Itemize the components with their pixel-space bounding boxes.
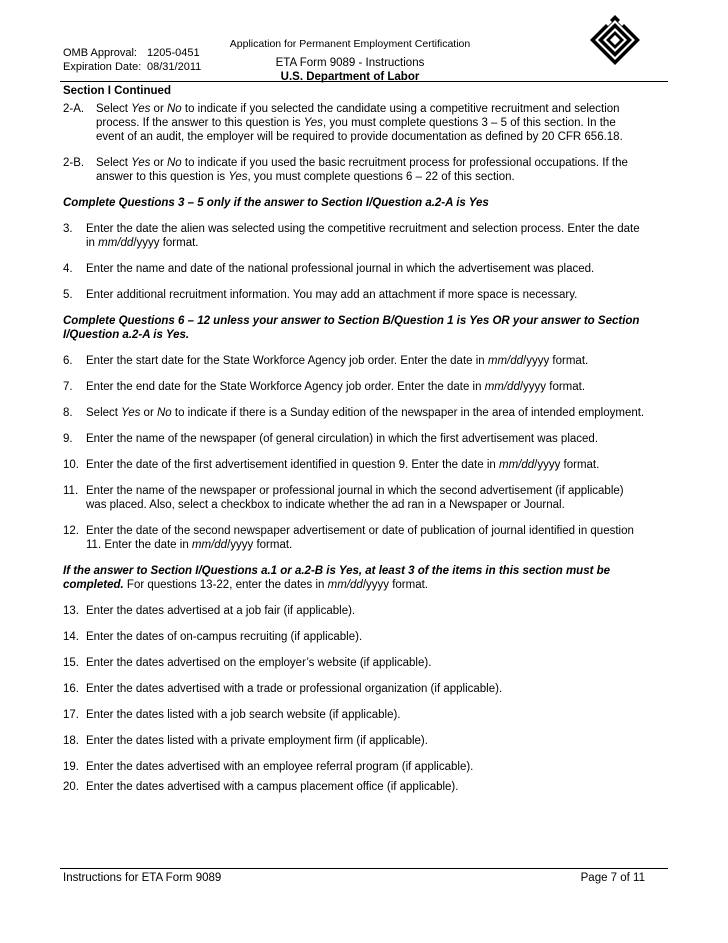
instruction-15: [63, 656, 645, 670]
item-text: Enter the date the alien was selected using the competitive recruitment and selection process. Enter the date in mm/dd/yyyy format.: [86, 223, 640, 249]
instruction-6: [63, 354, 645, 368]
item-text: Select Yes or No to indicate if you used the basic recruitment process for professional occupations. If the answer to this question is Yes, you must complete questions 6 – 22 of this section.: [96, 157, 628, 183]
instruction-3: [63, 222, 645, 250]
item-number: 17.: [63, 709, 79, 721]
instruction-7: [63, 380, 645, 394]
instruction-12: [63, 524, 645, 552]
item-text: Enter additional recruitment information. You may add an attachment if more space is necessary.: [86, 289, 578, 301]
item-number: 20.: [63, 781, 79, 793]
item-text: Enter the dates listed with a job search website (if applicable).: [86, 709, 401, 721]
page-footer: [63, 872, 645, 884]
omb-value: 1205-0451: [147, 47, 200, 59]
item-number: 2-B.: [63, 157, 85, 169]
instruction-10: [63, 458, 645, 472]
instruction-17: [63, 708, 645, 722]
item-text: Enter the dates advertised with a campus placement office (if applicable).: [86, 781, 459, 793]
instruction-14: [63, 630, 645, 644]
item-number: 12.: [63, 525, 79, 537]
item-text: Enter the dates advertised with a trade or professional organization (if applicable).: [86, 683, 503, 695]
item-number: 11.: [63, 485, 79, 497]
footer-title: Instructions for ETA Form 9089: [63, 872, 222, 884]
item-number: 7.: [63, 381, 73, 393]
omb-label: OMB Approval:: [63, 47, 137, 59]
instruction-8: [63, 406, 645, 420]
item-number: 19.: [63, 761, 79, 773]
instruction-5: [63, 288, 645, 302]
item-number: 16.: [63, 683, 79, 695]
item-text: Enter the dates of on-campus recruiting (if applicable).: [86, 631, 363, 643]
instruction-16: [63, 682, 645, 696]
expiration-label: Expiration Date:: [63, 61, 142, 73]
instruction-13: [63, 604, 645, 618]
item-number: 6.: [63, 355, 73, 367]
item-text: Enter the dates listed with a private employment firm (if applicable).: [86, 735, 428, 747]
instruction-9: [63, 432, 645, 446]
item-number: 9.: [63, 433, 73, 445]
omb-info: [63, 46, 201, 74]
item-text: Enter the name of the newspaper (of general circulation) in which the first advertisement was placed.: [86, 433, 599, 445]
application-title: Application for Permanent Employment Certification: [229, 38, 471, 50]
item-text: Enter the end date for the State Workforce Agency job order. Enter the date in mm/dd/yyyy format.: [86, 381, 586, 393]
item-number: 5.: [63, 289, 73, 301]
item-text: Select Yes or No to indicate if there is a Sunday edition of the newspaper in the area of intended employment.: [86, 407, 645, 419]
item-number: 4.: [63, 263, 73, 275]
heading-questions-6-12: Complete Questions 6 – 12 unless your answer to Section B/Question 1 is Yes OR your answer to Section I/Question a.2-A is Yes.: [63, 315, 640, 341]
item-text: Enter the date of the first advertisement identified in question 9. Enter the date in mm/dd/yyyy format.: [86, 459, 600, 471]
expiration-value: 08/31/2011: [147, 61, 202, 73]
item-number: 10.: [63, 459, 79, 471]
instruction-18: [63, 734, 645, 748]
item-number: 13.: [63, 605, 79, 617]
footer-divider: [60, 868, 668, 869]
heading-questions-13-22: If the answer to Section I/Questions a.1 or a.2-B is Yes, at least 3 of the items in this section must be completed. For questions 13-22, enter the dates in mm/dd/yyyy format.: [63, 565, 611, 591]
instruction-11: [63, 484, 645, 512]
header-divider: [60, 81, 668, 82]
instruction-20: [63, 780, 645, 794]
item-number: 2-A.: [63, 103, 85, 115]
section-title: Section I Continued: [63, 85, 171, 97]
item-text: Enter the dates advertised at a job fair (if applicable).: [86, 605, 356, 617]
instruction-2b: [63, 156, 645, 184]
instruction-19: [63, 760, 645, 774]
instruction-4: [63, 262, 645, 276]
item-text: Enter the start date for the State Workforce Agency job order. Enter the date in mm/dd/yyyy format.: [86, 355, 589, 367]
item-number: 8.: [63, 407, 73, 419]
item-text: Enter the dates advertised with an employee referral program (if applicable).: [86, 761, 474, 773]
heading-questions-3-5: Complete Questions 3 – 5 only if the answer to Section I/Question a.2-A is Yes: [63, 197, 489, 209]
department-name: U.S. Department of Labor: [280, 71, 420, 83]
dol-seal-icon: [589, 14, 641, 66]
item-text: Enter the date of the second newspaper advertisement or date of publication of journal identified in question 11. Enter the date in mm/dd/yyyy format.: [86, 525, 634, 551]
item-number: 15.: [63, 657, 79, 669]
form-heading: [200, 56, 500, 84]
document-body: [63, 84, 645, 806]
form-title: ETA Form 9089 - Instructions: [275, 57, 425, 69]
page-number: Page 7 of 11: [580, 872, 645, 884]
item-text: Enter the name and date of the national professional journal in which the advertisement was placed.: [86, 263, 595, 275]
item-text: Select Yes or No to indicate if you selected the candidate using a competitive recruitment and selection process. If the answer to this question is Yes, you must complete questions 3 – 5 of this section. In the event of an audit, the employer will be required to provide documentation as defined by 20 CFR 656.18.: [96, 103, 623, 143]
item-number: 3.: [63, 223, 73, 235]
item-number: 14.: [63, 631, 79, 643]
item-text: Enter the dates advertised on the employer’s website (if applicable).: [86, 657, 432, 669]
instruction-2a: [63, 102, 645, 144]
item-text: Enter the name of the newspaper or professional journal in which the second advertisement (if applicable) was placed. Also, select a checkbox to indicate whether the ad ran in a Newspaper or Journal.: [86, 485, 624, 511]
item-number: 18.: [63, 735, 79, 747]
